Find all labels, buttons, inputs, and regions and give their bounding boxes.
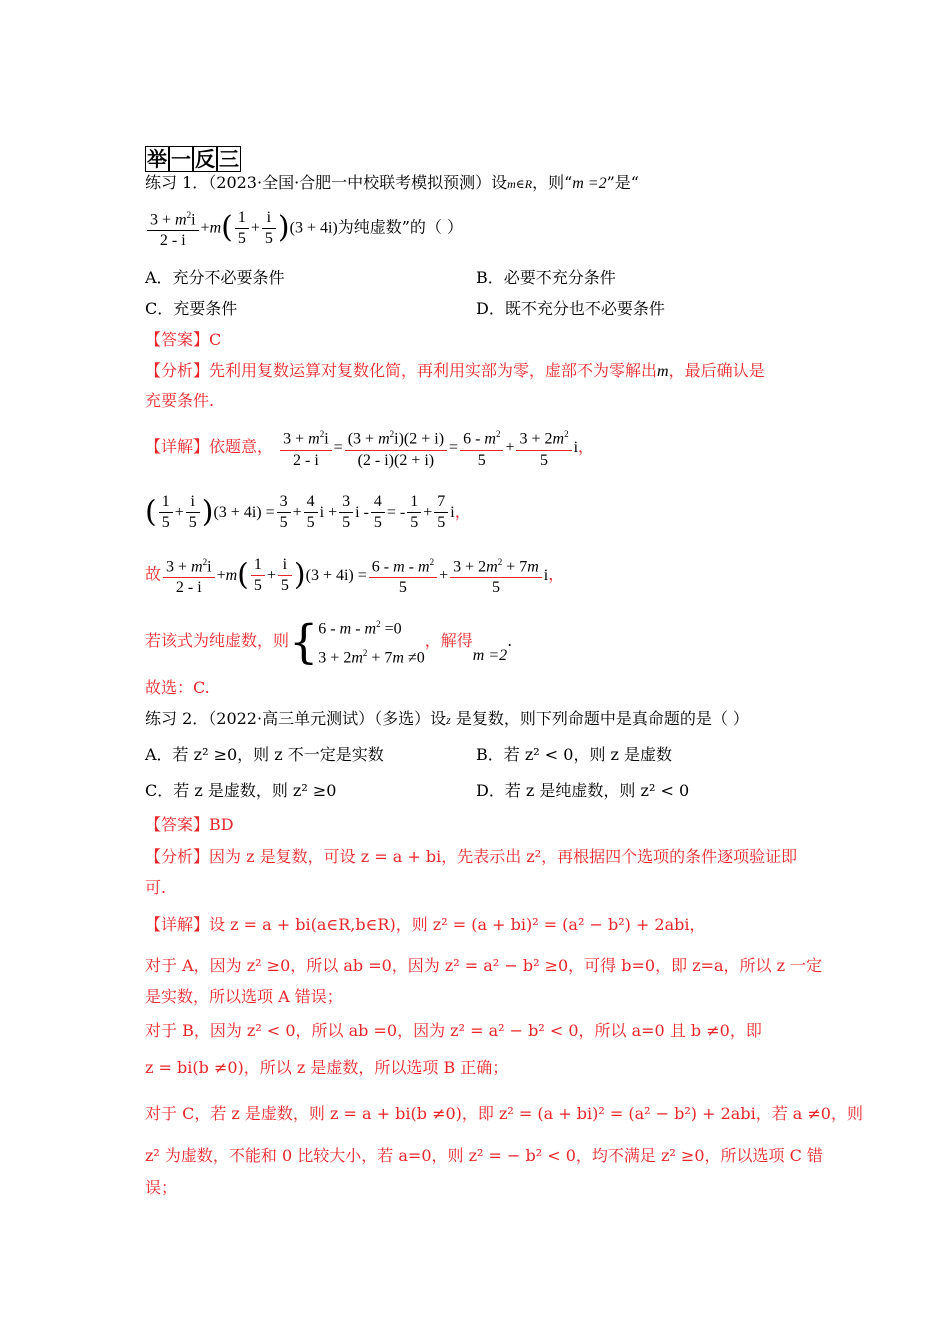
- q2-case-c-1: 对于 C，若 z 是虚数，则 z = a + bi(b ≠0)，即 z² = (a + bi)² = (a² − b²) + 2abi，若 a ≠0，则: [145, 1104, 863, 1123]
- q2-analysis: 【分析】因为 z 是复数，可设 z = a + bi，先表示出 z²，再根据四个选项的条件逐项验证即: [145, 847, 798, 866]
- q2-case-b-2: z = bi(b ≠0)，所以 z 是虚数，所以选项 B 正确；: [145, 1058, 509, 1077]
- heading-char: 举: [147, 147, 167, 171]
- q2-answer: 【答案】BD: [145, 815, 234, 834]
- q1-pure-imag: 若该式为纯虚数，则{ $6 - m - m^2 =0$ $3 + 2m^2 + 7m \ne 0$ ，解得m =2.: [145, 614, 513, 669]
- q1-answer: 【答案】C: [145, 330, 222, 349]
- q2-case-b-1: 对于 B，因为 z² < 0，所以 ab =0，因为 z² = a² − b² < 0，所以 a=0 且 b ≠0，即: [145, 1021, 762, 1040]
- q2-case-c-3: 误；: [145, 1178, 178, 1197]
- q2-option-b: B．若 z² < 0，则 z 是虚数: [476, 745, 673, 764]
- q1-analysis-cont: 充要条件.: [145, 391, 215, 410]
- q1-detail-3: 故 $\frac{3 + m^2i}{2 - i}$ +m( $\frac{1}{5}$ + $\frac{i}{5}$ )(3 + 4i) = $\frac{6 - m - m^2}{5}$ + $\frac{3 + 2m^2 + 7m}{5}$ i，: [145, 552, 564, 598]
- q2-option-a: A．若 z² ≥0，则 z 不一定是实数: [145, 745, 384, 764]
- heading-char: 三: [219, 147, 239, 171]
- q2-stem: 练习 2．（2022·高三单元测试）（多选）设z 是复数，则下列命题中是真命题的是（ ）: [145, 709, 749, 728]
- q2-case-a-1: 对于 A，因为 z² ≥0，所以 ab =0，因为 z² = a² − b² ≥0，可得 b=0，即 z=a，所以 z 一定: [145, 956, 823, 975]
- q2-analysis-cont: 可.: [145, 878, 167, 897]
- q1-stem: 练习 1．（2023·全国·合肥一中校联考模拟预测）设m∈R，则“m =2”是“: [145, 173, 639, 192]
- q1-option-c: C．充要条件: [145, 299, 238, 318]
- q2-option-c: C．若 z 是虚数，则 z² ≥0: [145, 781, 337, 800]
- q1-option-b: B．必要不充分条件: [476, 268, 616, 287]
- section-heading: [145, 143, 241, 172]
- q1-detail-2: ( $\frac{1}{5}$ + $\frac{i}{5}$ )(3 + 4i) = $\frac{3}{5}$ + $\frac{4}{5}$ i + $\frac{3}{5}$ i - $\frac{4}{5}$ = - $\frac{1}{5}$ + $\frac{7}{5}$ i，: [145, 493, 471, 531]
- q1-analysis: 【分析】先利用复数运算对复数化简，再利用实部为零，虚部不为零解出m，最后确认是: [145, 361, 765, 380]
- q1-option-a: A．充分不必要条件: [145, 268, 285, 287]
- q1-choice: 故选：C.: [145, 678, 210, 697]
- heading-char: 一: [171, 147, 191, 171]
- q1-detail-1: 【详解】依题意， $\frac{3 + m^2i}{2 - i}$ = $\frac{(3 + m^2i)(2 + i)}{(2 - i)(2 + i)}$ = $\frac{6 - m^2}{5}$ + $\frac{3 + 2m^2}{5}$ i，: [145, 422, 594, 473]
- heading-char: 反: [195, 147, 215, 171]
- q2-option-d: D．若 z 是纯虚数，则 z² < 0: [476, 781, 690, 800]
- q2-case-c-2: z² 为虚数，不能和 0 比较大小，若 a=0，则 z² = − b² < 0，均不满足 z² ≥0，所以选项 C 错: [145, 1146, 823, 1165]
- q2-detail: 【详解】设 z = a + bi(a∈R,b∈R)，则 z² = (a + bi)² = (a² − b²) + 2abi，: [145, 915, 706, 934]
- q2-case-a-2: 是实数，所以选项 A 错误；: [145, 987, 343, 1006]
- q1-option-d: D．既不充分也不必要条件: [476, 299, 665, 318]
- q1-expression: $\frac{3 + m^2i}{2 - i}$ +m( $\frac{1}{5}$ + $\frac{i}{5}$ )(3 + 4i)为纯虚数”的（ ）: [145, 205, 463, 251]
